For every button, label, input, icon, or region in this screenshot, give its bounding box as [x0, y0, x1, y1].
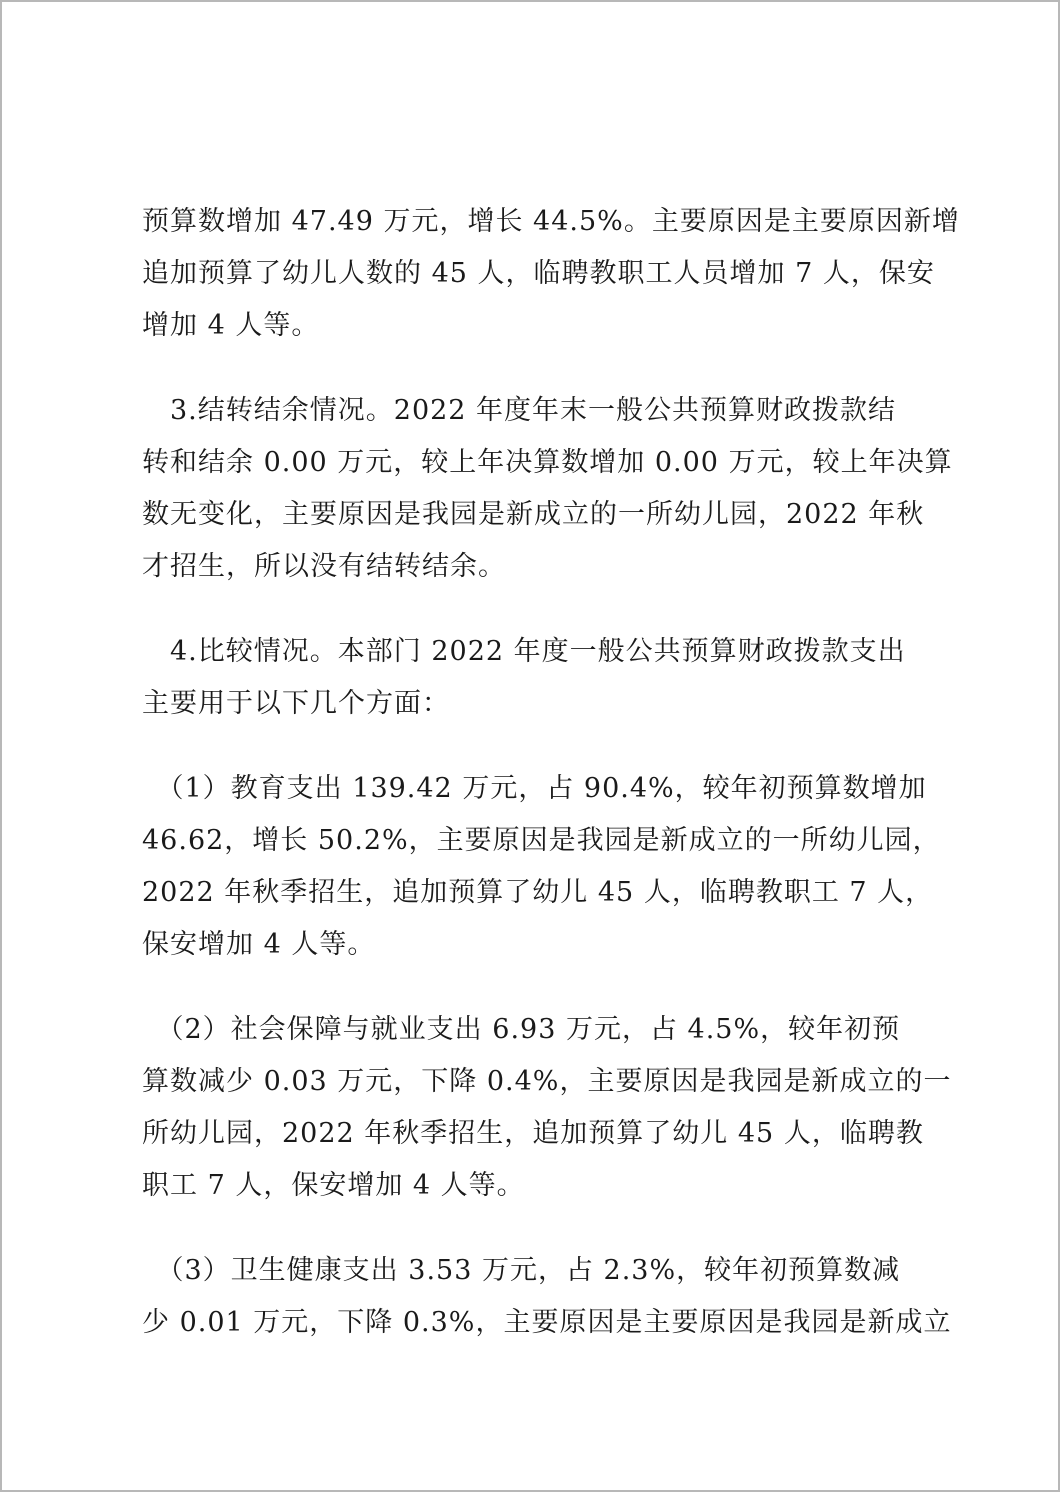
text-line: 才招生，所以没有结转结余。	[142, 551, 506, 582]
text-line: （3）卫生健康支出 3.53 万元，占 2.3%，较年初预算数减	[142, 1255, 901, 1286]
paragraph-spacer	[142, 971, 922, 1004]
text-line: 所幼儿园，2022 年秋季招生，追加预算了幼儿 45 人，临聘教	[142, 1118, 924, 1149]
text-line: （2）社会保障与就业支出 6.93 万元，占 4.5%，较年初预	[142, 1014, 901, 1045]
paragraph-budget-increase	[142, 196, 960, 352]
text-line: 增加 4 人等。	[142, 310, 320, 341]
text-line: 4.比较情况。本部门 2022 年度一般公共预算财政拨款支出	[142, 636, 906, 667]
text-line: 职工 7 人，保安增加 4 人等。	[142, 1170, 525, 1201]
paragraph-health-expense	[142, 1245, 952, 1349]
text-line: 追加预算了幼儿人数的 45 人，临聘教职工人员增加 7 人，保安	[142, 258, 935, 289]
text-line: 数无变化，主要原因是我园是新成立的一所幼儿园，2022 年秋	[142, 499, 925, 530]
text-line: 少 0.01 万元，下降 0.3%，主要原因是主要原因是我园是新成立	[142, 1307, 952, 1338]
text-line: 46.62，增长 50.2%，主要原因是我园是新成立的一所幼儿园，	[142, 825, 941, 856]
paragraph-spacer	[142, 593, 922, 626]
paragraph-spacer	[142, 730, 922, 763]
paragraph-spacer	[142, 1212, 922, 1245]
paragraph-comparison	[142, 626, 922, 730]
text-line: 转和结余 0.00 万元，较上年决算数增加 0.00 万元，较上年决算	[142, 447, 953, 478]
text-line: 2022 年秋季招生，追加预算了幼儿 45 人，临聘教职工 7 人，	[142, 877, 934, 908]
document-body	[142, 196, 960, 1349]
paragraph-education-expense	[142, 763, 941, 971]
text-line: 保安增加 4 人等。	[142, 929, 376, 960]
paragraph-spacer	[142, 352, 922, 385]
paragraph-carryover	[142, 385, 953, 593]
text-line: 算数减少 0.03 万元，下降 0.4%，主要原因是我园是新成立的一	[142, 1066, 952, 1097]
paragraph-social-security-expense	[142, 1004, 952, 1212]
text-line: （1）教育支出 139.42 万元，占 90.4%，较年初预算数增加	[142, 773, 927, 804]
text-line: 主要用于以下几个方面：	[142, 688, 450, 719]
text-line: 3.结转结余情况。2022 年度年末一般公共预算财政拨款结	[142, 395, 897, 426]
text-line: 预算数增加 47.49 万元，增长 44.5%。主要原因是主要原因新增	[142, 206, 960, 237]
